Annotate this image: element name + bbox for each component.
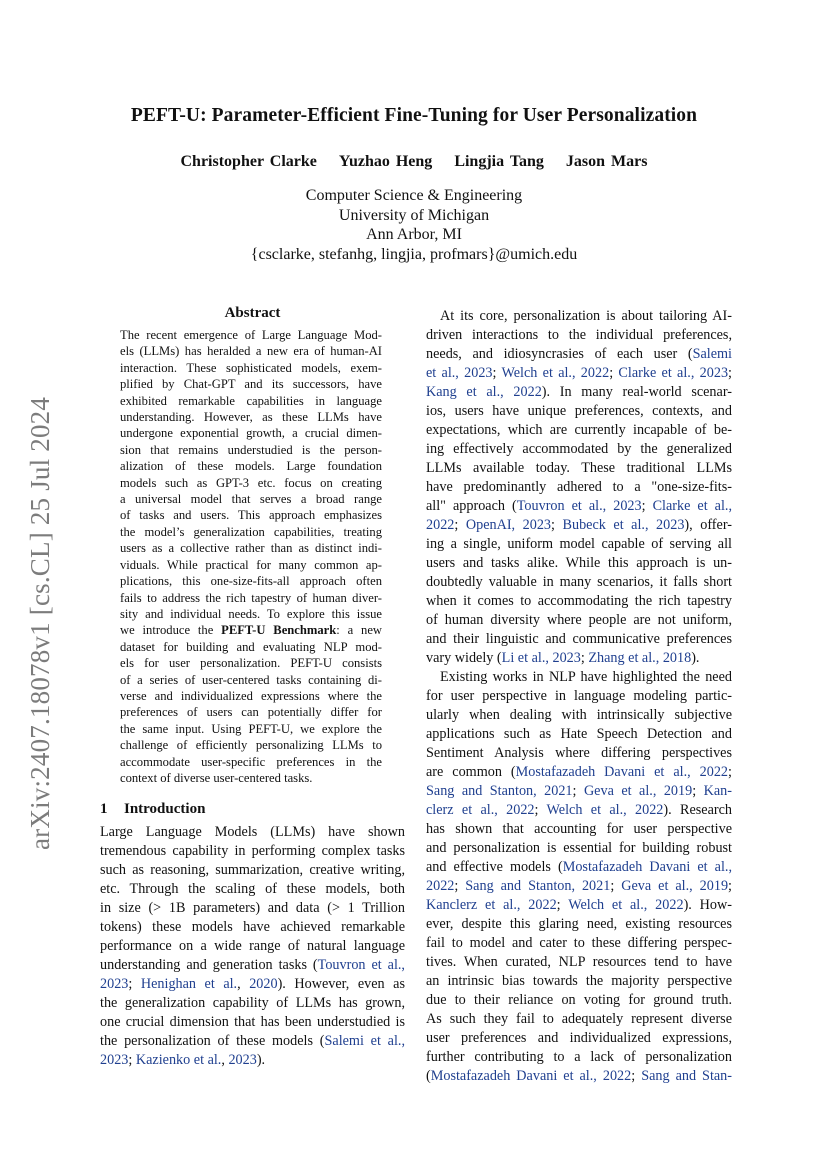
affiliation-department: Computer Science & Engineering — [305, 187, 523, 204]
body-text: , — [237, 976, 250, 993]
citation-link[interactable]: 2023 — [100, 1052, 129, 1069]
body-line — [426, 1067, 732, 1086]
body-line: ularly when dealing with intrinsically subjective — [426, 707, 732, 723]
body-text: ; — [728, 878, 732, 894]
body-text: are common ( — [426, 764, 516, 780]
citation-link[interactable]: OpenAI, 2023 — [465, 517, 552, 533]
body-text: ; — [551, 517, 563, 533]
abstract-line: understanding. However, as these LLMs have — [120, 410, 382, 425]
abstract-line: interaction. These sophisticated models, exem- — [120, 360, 382, 375]
citation-link[interactable]: Clarke et al., 2023 — [618, 365, 729, 381]
citation-link[interactable]: Henighan et al. — [140, 976, 238, 993]
citation-link[interactable]: 2023 — [100, 976, 129, 993]
citation-link[interactable]: Geva et al., 2019 — [621, 878, 729, 894]
body-text: ; — [609, 365, 619, 381]
left-column — [100, 305, 405, 1070]
body-text: the personalization of these models ( — [100, 1033, 325, 1050]
body-line — [426, 896, 732, 915]
citation-link[interactable]: 2022 — [426, 517, 455, 533]
body-line: and their linguistic and communicative preferences — [426, 631, 732, 647]
abstract-line: verse and individualized expressions where the — [120, 688, 382, 703]
citation-link[interactable]: Clarke et al., — [652, 498, 733, 514]
body-text: ; — [692, 783, 704, 799]
body-line: an intrinsic bias towards the majority perspective — [426, 973, 732, 989]
abstract-line: exhibited remarkable capabilities in language — [120, 393, 382, 408]
citation-link[interactable]: Salemi et al., — [324, 1033, 405, 1050]
body-text: ). Research — [663, 802, 732, 818]
body-line: tives. When curated, NLP resources tend to have — [426, 954, 732, 970]
paper-title: PEFT-U: Parameter-Efficient Fine-Tuning for User Personalization — [130, 105, 698, 126]
body-text: ; — [572, 783, 584, 799]
body-text: ; — [580, 650, 589, 666]
body-line — [426, 516, 732, 535]
section-title: Introduction — [124, 801, 206, 818]
abstract-line: accommodate user-specific preferences in the — [120, 754, 382, 769]
citation-link[interactable]: Kang et al., 2022 — [426, 384, 542, 400]
citation-link[interactable]: Welch et al., 2022 — [568, 897, 684, 913]
body-line: etc. Through the scaling of these models, both — [100, 881, 405, 898]
abstract-line: fails to address the rich tapestry of human diver- — [120, 590, 382, 605]
abstract-line: the model’s generalization capabilities, treating — [120, 524, 382, 539]
body-text: ; — [492, 365, 502, 381]
body-text: , — [221, 1052, 229, 1069]
body-line — [426, 364, 732, 383]
body-text: ( — [426, 1068, 431, 1084]
body-line: of human diversity where people are not uniform, — [426, 612, 732, 628]
body-text: ; — [128, 976, 141, 993]
body-line — [426, 383, 732, 402]
body-line — [426, 763, 732, 782]
citation-link[interactable]: Kazienko et al. — [135, 1052, 222, 1069]
citation-link[interactable]: clerz et al., 2022 — [426, 802, 535, 818]
right-column — [426, 307, 732, 1086]
abstract-line: alization of these models. Large foundation — [120, 459, 382, 474]
body-line: tokens) these models have achieved remarkable — [100, 919, 405, 936]
abstract-line: of tasks and users. This approach emphasizes — [120, 508, 382, 523]
body-line: Existing works in NLP have highlighted the need — [440, 669, 732, 685]
abstract-line: plications, this one-size-fits-all approach often — [120, 574, 382, 589]
affiliation-emails: {csclarke, stefanhg, lingjia, profmars}@umich.edu — [250, 245, 578, 263]
citation-link[interactable]: Bubeck et al., 2023 — [562, 517, 685, 533]
citation-link[interactable]: Mostafazadeh Davani et al., 2022 — [515, 764, 729, 780]
body-line — [100, 1032, 405, 1051]
abstract-line: The recent emergence of Large Language Mod- — [120, 328, 382, 342]
body-line: user preferences and individualized expressions, — [426, 1030, 732, 1046]
body-line: doubtedly valuable in many scenarios, it falls short — [426, 574, 732, 590]
body-text: ; — [641, 498, 653, 514]
citation-link[interactable]: 2022 — [426, 878, 455, 894]
affiliation-block — [0, 186, 828, 264]
abstract-line: of a series of user-centered tasks containing di- — [120, 672, 382, 687]
citation-link[interactable]: 2023 — [228, 1052, 257, 1069]
body-line: ing a single, uniform model capable of serving all — [426, 536, 732, 552]
body-text: all" approach ( — [426, 498, 517, 514]
body-text: ). In many real-world scenar- — [541, 384, 732, 400]
abstract-line: undergone exponential growth, a crucial dimen- — [120, 426, 382, 441]
citation-link[interactable]: 2020 — [249, 976, 278, 993]
body-line: As such they fail to adequately represent diverse — [426, 1011, 732, 1027]
body-line: for user perspective in language modeling partic- — [426, 688, 732, 704]
author-name: Jason Mars — [565, 153, 648, 170]
affiliation-university: University of Michigan — [338, 206, 490, 224]
body-line: fail to model and cater to these differing perspec- — [426, 935, 732, 951]
section-heading-introduction — [100, 801, 405, 818]
body-line: ios, users have unique preferences, contexts, and — [426, 403, 732, 419]
citation-link[interactable]: Sang and Stanton, 2021 — [465, 878, 611, 894]
body-text: ; — [728, 764, 732, 780]
introduction-body-left — [100, 823, 405, 1070]
body-line: one crucial dimension that has been understudied is — [100, 1014, 405, 1031]
body-line: the generalization capability of LLMs has grown, — [100, 995, 405, 1012]
affiliation-location: Ann Arbor, MI — [366, 226, 462, 243]
abstract-line: users as a collective rather than as distinct indi- — [120, 541, 382, 556]
abstract-line: viduals. While practical for many common ap- — [120, 557, 382, 572]
abstract-line: els for user personalization. PEFT-U consists — [120, 656, 382, 671]
body-line: expectations, which are currently incapable of be- — [426, 422, 732, 438]
citation-link[interactable]: Zhang et al., 2018 — [588, 650, 692, 666]
body-line: Sentiment Analysis where differing perspectives — [426, 745, 732, 761]
body-text: ; — [728, 365, 732, 381]
body-line: applications such as Hate Speech Detection and — [426, 726, 732, 742]
body-line: such as reasoning, summarization, creative writing, — [100, 862, 405, 879]
body-line — [426, 345, 732, 364]
citation-link[interactable]: et al., 2023 — [426, 365, 493, 381]
body-line — [100, 975, 405, 994]
body-line: driven interactions to the individual preferences, — [426, 327, 732, 343]
body-text: ). — [256, 1052, 266, 1069]
body-line: ever, despite this glaring need, existing resources — [426, 916, 732, 932]
benchmark-name: PEFT-U Benchmark — [221, 623, 337, 638]
citation-link[interactable]: Welch et al., 2022 — [501, 365, 610, 381]
abstract-line: challenge of efficiently personalizing LLMs to — [120, 738, 382, 753]
citation-link[interactable]: Mostafazadeh Davani et al., 2022 — [430, 1068, 632, 1084]
body-line: when it comes to accommodating the rich tapestry — [426, 593, 732, 609]
body-line: users and tasks alike. While this approach is un- — [426, 555, 732, 571]
abstract-line: preferences of users can potentially differ for — [120, 705, 382, 720]
body-line: due to their reliance on voting for ground truth. — [426, 992, 732, 1008]
author-name: Christopher Clarke — [180, 153, 317, 170]
abstract-line: context of diverse user-centered tasks. — [120, 770, 313, 785]
body-line: LLMs available today. These traditional LLMs — [426, 460, 732, 476]
citation-link[interactable]: Sang and Stan- — [641, 1068, 732, 1084]
abstract-line: sion that remains understudied is the person- — [120, 442, 382, 457]
body-line — [426, 649, 732, 668]
abstract-line: a universal model that serves a broad range — [120, 492, 382, 507]
body-line: performance on a wide range of natural language — [100, 938, 405, 955]
citation-link[interactable]: Li et al., 2023 — [501, 650, 581, 666]
body-line — [426, 877, 732, 896]
abstract-line: models such as GPT-3 etc. focus on creating — [120, 475, 382, 490]
body-line: ing effectively accommodated by the generalized — [426, 441, 732, 457]
abstract-line: dataset for building and evaluating NLP mod- — [120, 639, 382, 654]
citation-link[interactable]: Mostafazadeh Davani et al., — [562, 859, 732, 875]
abstract-text: we introduce the — [120, 623, 222, 638]
body-line — [100, 1051, 405, 1070]
body-line — [426, 858, 732, 877]
body-text: and effective models ( — [426, 859, 563, 875]
abstract-line: els (LLMs) has heralded a new era of human-AI — [120, 344, 382, 359]
body-text: ). How- — [683, 897, 732, 913]
body-text: ), offer- — [684, 517, 732, 533]
body-line — [426, 801, 732, 820]
section-number: 1 — [100, 801, 108, 818]
body-line: Large Language Models (LLMs) have shown — [100, 824, 405, 841]
body-line — [426, 782, 732, 801]
citation-link[interactable]: Salemi — [692, 346, 732, 362]
body-line: At its core, personalization is about tailoring AI- — [440, 308, 732, 324]
citation-link[interactable]: Kan- — [703, 783, 732, 799]
body-text: needs, and idiosyncrasies of each user ( — [426, 346, 693, 362]
abstract-line: plified by Chat-GPT and its successors, have — [120, 377, 382, 392]
abstract-line — [120, 622, 382, 638]
abstract-text: : a new — [336, 623, 383, 638]
abstract-heading: Abstract — [224, 305, 281, 321]
citation-link[interactable]: Kanclerz et al., 2022 — [426, 897, 557, 913]
body-text: ; — [128, 1052, 136, 1069]
body-text: ; — [454, 517, 466, 533]
citation-link[interactable]: Geva et al., 2019 — [583, 783, 693, 799]
body-text: ). However, even as — [277, 976, 405, 993]
author-name: Lingjia Tang — [454, 153, 544, 170]
body-text: ). — [691, 650, 700, 666]
abstract-line: the same input. Using PEFT-U, we explore the — [120, 721, 382, 736]
body-text: ; — [556, 897, 569, 913]
body-line: have predominantly adhered to a "one-size-fits- — [426, 479, 732, 495]
author-name: Yuzhao Heng — [338, 153, 433, 170]
body-text: ; — [534, 802, 547, 818]
body-line: further contributing to a lack of personalization — [426, 1049, 732, 1065]
body-text: ; — [631, 1068, 642, 1084]
body-line: has shown that accounting for user perspective — [426, 821, 732, 837]
body-text: ; — [610, 878, 622, 894]
citation-link[interactable]: Touvron et al., — [317, 957, 405, 974]
abstract-body — [120, 327, 382, 786]
body-text: understanding and generation tasks ( — [100, 957, 318, 974]
citation-link[interactable]: Touvron et al., 2023 — [516, 498, 642, 514]
body-line: in size (> 1B parameters) and data (> 1 Trillion — [100, 900, 405, 917]
body-line: tremendous capability in performing complex tasks — [100, 843, 405, 860]
body-line — [426, 497, 732, 516]
body-line: and personalization is essential for building robust — [426, 840, 732, 856]
body-text: ; — [454, 878, 466, 894]
arxiv-identifier-stamp: arXiv:2407.18078v1 [cs.CL] 25 Jul 2024 — [25, 396, 55, 850]
citation-link[interactable]: Welch et al., 2022 — [546, 802, 664, 818]
body-line — [100, 956, 405, 975]
abstract-line: sity and individual needs. To explore this issue — [120, 606, 382, 621]
citation-link[interactable]: Sang and Stanton, 2021 — [426, 783, 573, 799]
author-list — [0, 153, 828, 171]
body-text: vary widely ( — [426, 650, 502, 666]
